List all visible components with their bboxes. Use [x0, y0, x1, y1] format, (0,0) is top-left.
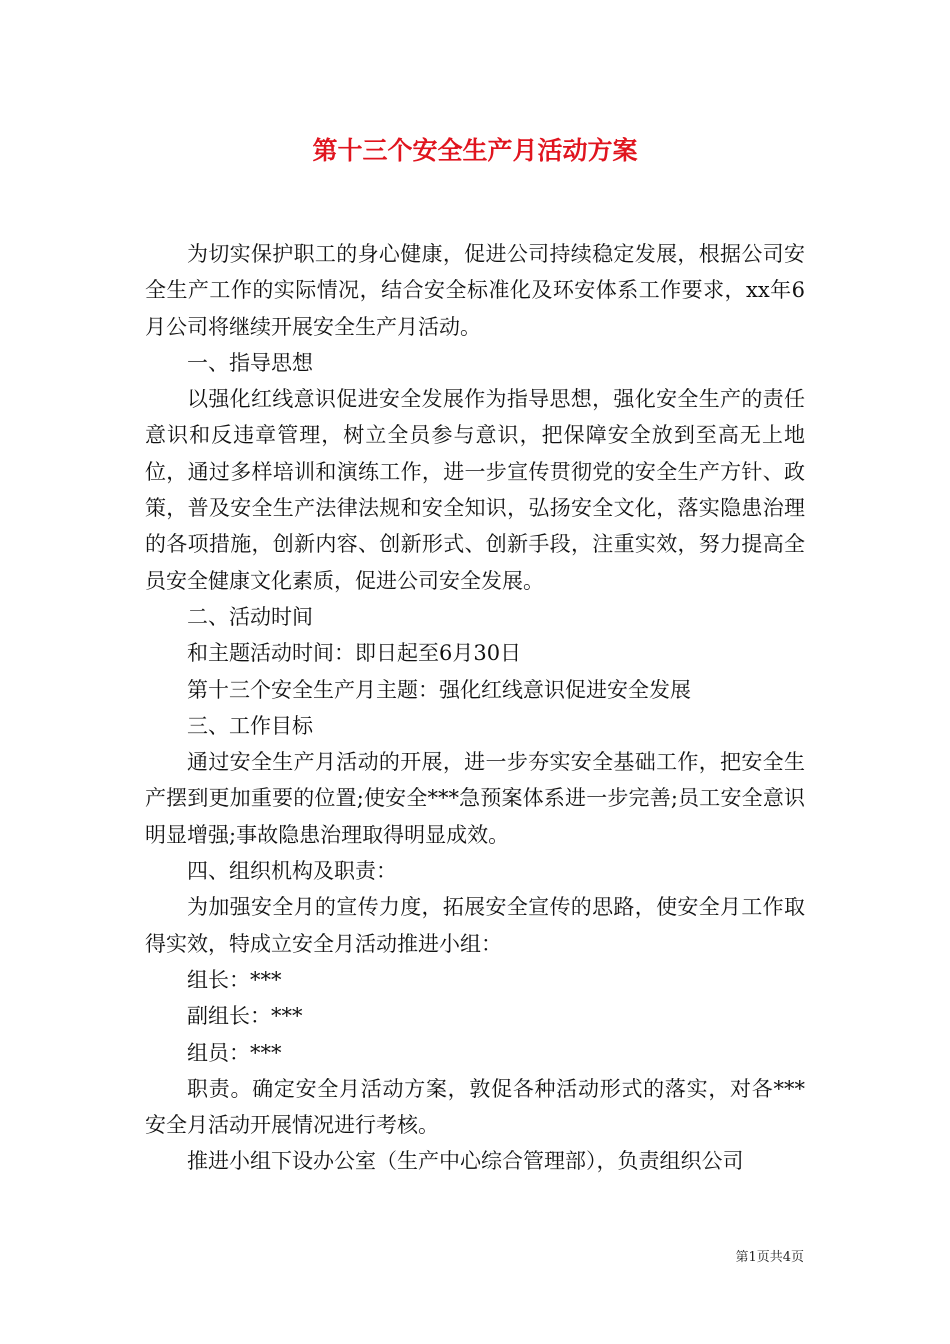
paragraph-activity-time: 和主题活动时间：即日起至6月30日 — [187, 641, 522, 666]
paragraph-guiding-ideology: 以强化红线意识促进安全发展作为指导思想，强化安全生产的责任意识和反违章管理，树立全员参与意识，把保障安全放到至高无上地位，通过多样培训和演练工作，进一步宣传贯彻党的安全生产方针、政策，普及安全生产法律法规和安全知识，弘扬安全文化，落实隐患治理的各项措施，创新内容、创新形式、创新手段，注重实效，努力提高全员安全健康文化素质，促进公司安全发展。 — [145, 387, 805, 593]
section-heading-guiding-ideology: 一、指导思想 — [187, 350, 313, 375]
paragraph-activity-theme: 第十三个安全生产月主题：强化红线意识促进安全发展 — [187, 677, 691, 702]
page-number: 第1页共4页 — [735, 1250, 804, 1265]
paragraph-responsibilities: 职责。确定安全月活动方案，敦促各种活动形式的落实，对各***安全月活动开展情况进行考核。 — [145, 1076, 805, 1138]
paragraph-intro: 为切实保护职工的身心健康，促进公司持续稳定发展，根据公司安全生产工作的实际情况，结合安全标准化及环安体系工作要求，xx年6月公司将继续开展安全生产月活动。 — [145, 242, 805, 339]
paragraph-office: 推进小组下设办公室（生产中心综合管理部），负责组织公司 — [187, 1149, 744, 1174]
paragraph-team-members: 组员：*** — [187, 1040, 282, 1065]
document-title: 第十三个安全生产月活动方案 — [312, 136, 638, 165]
paragraph-deputy-leader: 副组长：*** — [187, 1004, 303, 1029]
section-heading-work-goals: 三、工作目标 — [187, 713, 313, 738]
paragraph-work-goals: 通过安全生产月活动的开展，进一步夯实安全基础工作，把安全生产摆到更加重要的位置;使安全***急预案体系进一步完善;员工安全意识明显增强;事故隐患治理取得明显成效。 — [145, 750, 805, 847]
section-heading-activity-time: 二、活动时间 — [187, 604, 313, 629]
document-body — [145, 236, 805, 1180]
section-heading-organization: 四、组织机构及职责： — [187, 859, 397, 884]
paragraph-organization: 为加强安全月的宣传力度，拓展安全宣传的思路，使安全月工作取得实效，特成立安全月活动推进小组： — [145, 895, 805, 956]
paragraph-team-leader: 组长：*** — [187, 967, 282, 992]
